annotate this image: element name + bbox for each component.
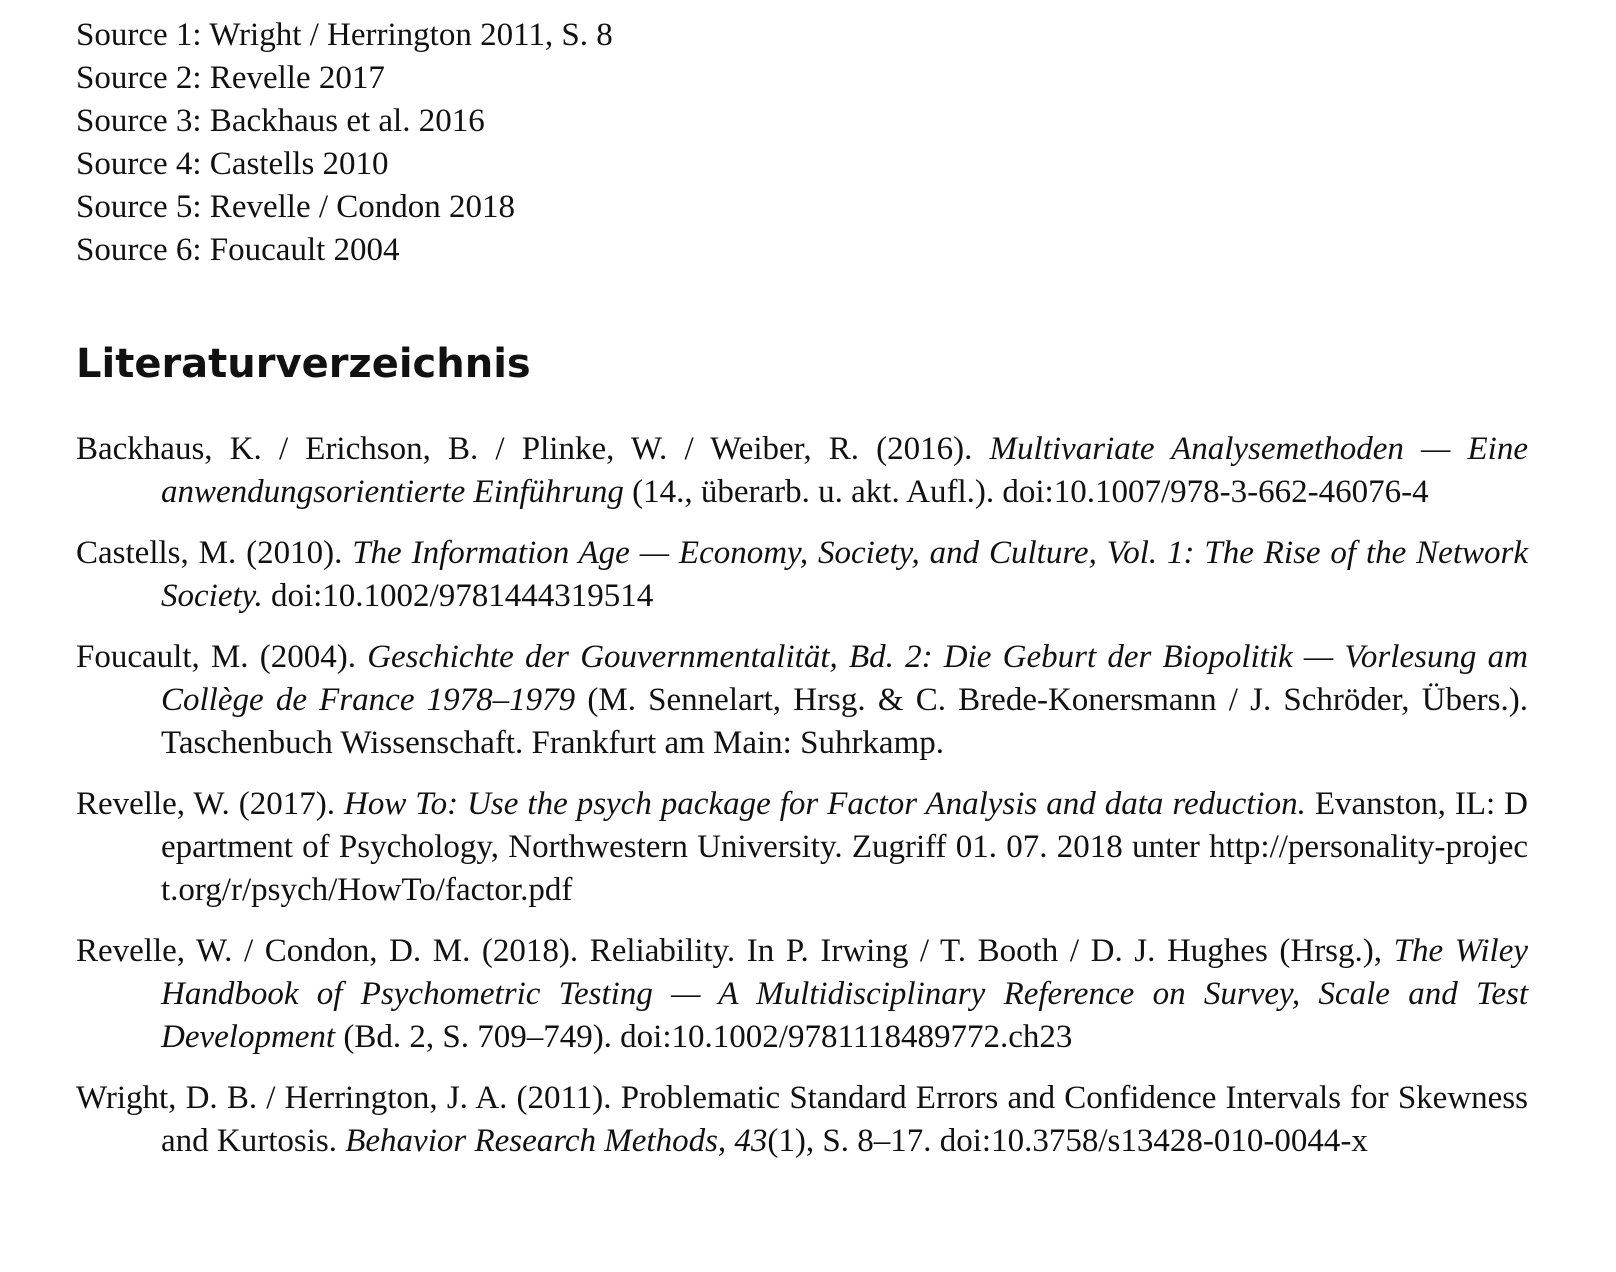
entry-details: Evanston, IL: Department of Psychology, Northwestern University. Zugriff 01. 07. 2018 unter http://personality-project.org/r/psych/HowTo/factor.pdf <box>161 786 1528 908</box>
entry-authors: Revelle, W. / Condon, D. M. (2018). Reliability. In P. Irwing / T. Booth / D. J. Hughes (Hrsg.), <box>76 933 1394 969</box>
source-line-2: Source 2: Revelle 2017 <box>76 60 385 96</box>
source-line-3: Source 3: Backhaus et al. 2016 <box>76 103 485 139</box>
entry-title: How To: Use the psych package for Factor Analysis and data reduction. <box>343 786 1306 822</box>
entry-authors: Revelle, W. (2017). <box>76 786 344 822</box>
document-page <box>76 14 1528 1181</box>
source-line-6: Source 6: Foucault 2004 <box>76 232 400 268</box>
entry-details: (Bd. 2, S. 709–749). doi:10.1002/9781118489772.ch23 <box>335 1019 1073 1055</box>
entry-authors: Foucault, M. (2004). <box>76 639 368 675</box>
bibliography-heading: Literaturverzeichnis <box>76 341 531 387</box>
source-line-4: Source 4: Castells 2010 <box>76 146 389 182</box>
entry-title: The Information Age — Economy, Society, and Culture, Vol. 1: The Rise of the Network Society. <box>161 535 1528 614</box>
bibliography-list <box>76 428 1528 1163</box>
source-line-5: Source 5: Revelle / Condon 2018 <box>76 189 516 225</box>
entry-authors: Castells, M. (2010). <box>76 535 353 571</box>
entry-title: Multivariate Analysemethoden — Eine anwendungsorientierte Einführung <box>161 431 1528 510</box>
entry-details: (1), S. 8–17. doi:10.3758/s13428-010-0044-x <box>767 1123 1368 1159</box>
entry-details: (M. Sennelart, Hrsg. & C. Brede-Konersmann / J. Schröder, Übers.). Taschenbuch Wissenschaft. Frankfurt am Main: Suhrkamp. <box>161 682 1528 761</box>
entry-title: The Wiley Handbook of Psychometric Testing — A Multidisciplinary Reference on Survey, Scale and Test Development <box>161 933 1528 1055</box>
entry-title: Geschichte der Gouvernmentalität, Bd. 2: Die Geburt der Biopolitik — Vorlesung am Collège de France 1978–1979 <box>161 639 1528 718</box>
entry-title: Behavior Research Methods, 43 <box>345 1123 768 1159</box>
source-list <box>76 14 1528 272</box>
entry-details: doi:10.1002/9781444319514 <box>262 578 654 614</box>
entry-authors: Backhaus, K. / Erichson, B. / Plinke, W. / Weiber, R. (2016). <box>76 431 990 467</box>
bibliography-entry-revelle-condon <box>76 930 1528 1059</box>
bibliography-entry-castells <box>76 532 1528 618</box>
bibliography-entry-backhaus <box>76 428 1528 514</box>
bibliography-entry-foucault <box>76 636 1528 765</box>
entry-details: (14., überarb. u. akt. Aufl.). doi:10.1007/978-3-662-46076-4 <box>623 474 1429 510</box>
entry-authors: Wright, D. B. / Herrington, J. A. (2011). Problematic Standard Errors and Confidence Intervals for Skewness and Kurtosis. <box>76 1080 1528 1159</box>
bibliography-entry-revelle-2017 <box>76 783 1528 912</box>
bibliography-entry-wright <box>76 1077 1528 1163</box>
source-line-1: Source 1: Wright / Herrington 2011, S. 8 <box>76 17 613 53</box>
